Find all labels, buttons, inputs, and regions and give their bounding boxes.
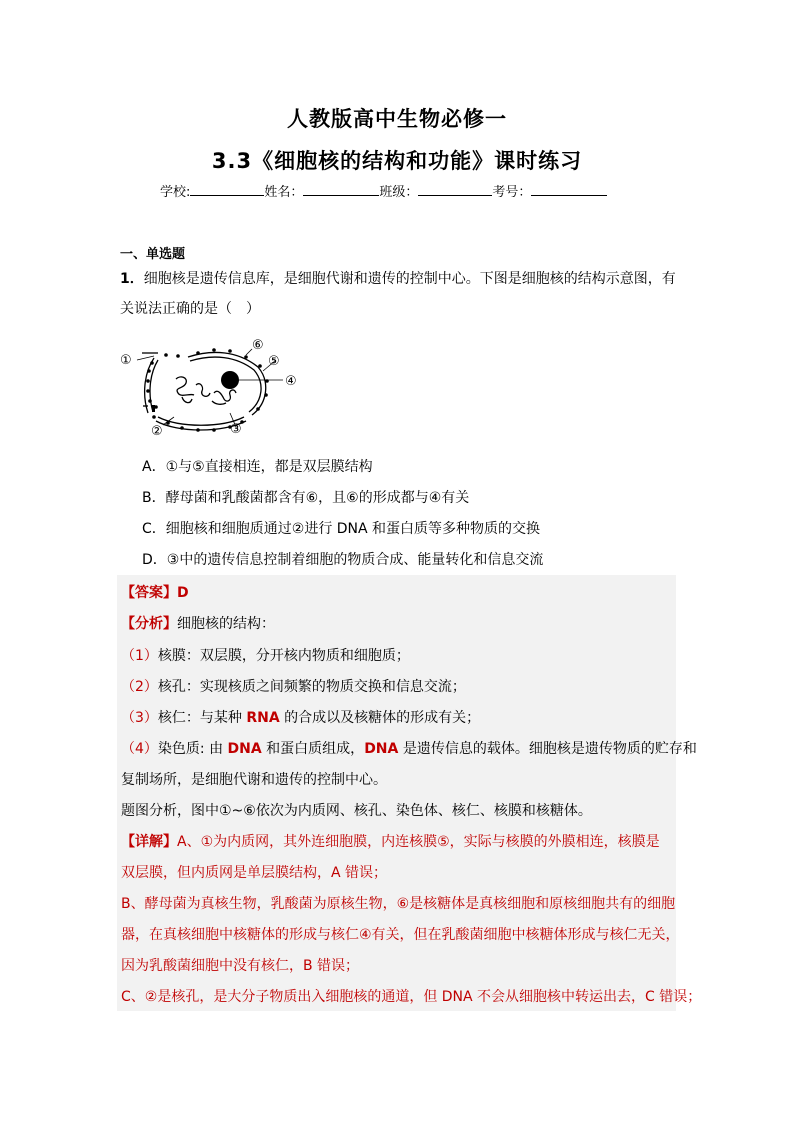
detail-b-line2: 器，在真核细胞中核糖体的形成与核仁④有关，但在乳酸菌细胞中核糖体形成与核仁无关， xyxy=(121,927,680,943)
point-1-text: 核膜：双层膜，分开核内物质和细胞质； xyxy=(157,648,410,664)
option-c-text: 细胞核和细胞质通过②进行 DNA 和蛋白质等多种物质的交换 xyxy=(165,521,541,537)
exam-number-blank[interactable] xyxy=(531,181,607,196)
analysis-intro: 细胞核的结构： xyxy=(177,616,275,632)
figure-label-4: ④ xyxy=(285,374,297,389)
point-4-text-a: 染色质: 由 xyxy=(157,741,228,757)
point-1-num: （1） xyxy=(121,648,158,664)
answer-analysis-panel xyxy=(117,575,676,1011)
point-2 xyxy=(121,676,466,696)
name-blank[interactable] xyxy=(303,181,379,196)
detail-c-line1: C、②是核孔，是大分子物质出入细胞核的通道，但 DNA 不会从细胞核中转运出去，C 错误； xyxy=(121,989,702,1005)
option-c-letter: C． xyxy=(142,521,166,537)
point-4-num: （4） xyxy=(121,741,158,757)
option-c[interactable] xyxy=(142,518,540,538)
point-1 xyxy=(121,645,410,665)
name-label: 姓名： xyxy=(264,185,304,200)
detail-a-line2: 双层膜，但内质网是单层膜结构，A 错误； xyxy=(121,865,388,881)
detail-a-text1: A、①为内质网，其外连细胞膜，内连核膜⑤，实际与核膜的外膜相连，核膜是 xyxy=(177,834,660,850)
exam-number-label: 考号： xyxy=(492,185,532,200)
document-title: 人教版高中生物必修一 xyxy=(287,107,507,131)
question-stem-line2: 关说法正确的是（ ） xyxy=(120,301,260,317)
nucleus-diagram xyxy=(118,333,308,441)
point-3-text-a: 核仁：与某种 xyxy=(157,710,247,726)
class-label: 班级： xyxy=(379,185,419,200)
school-label: 学校: xyxy=(160,185,191,200)
point-2-text: 核孔：实现核质之间频繁的物质交换和信息交流； xyxy=(157,679,466,695)
option-d-letter: D． xyxy=(142,552,167,568)
detail-a-line1 xyxy=(121,831,660,851)
point-3 xyxy=(121,707,480,727)
point-2-num: （2） xyxy=(121,679,158,695)
detail-b-line1: B、酵母菌为真核生物，乳酸菌为原核生物，⑥是核糖体是真核细胞和原核细胞共有的细胞 xyxy=(121,896,676,912)
point-4-cont: 复制场所，是细胞代谢和遗传的控制中心。 xyxy=(121,772,387,788)
figure-label-3: ③ xyxy=(230,422,242,437)
answer-line xyxy=(121,582,189,602)
student-info-line xyxy=(160,181,640,200)
class-blank[interactable] xyxy=(418,181,492,196)
option-a-text: ①与⑤直接相连，都是双层膜结构 xyxy=(165,459,373,475)
option-d[interactable] xyxy=(142,549,543,569)
question-number: 1． xyxy=(120,271,144,287)
point-4 xyxy=(121,738,697,758)
analysis-tag: 【分析】 xyxy=(121,616,177,632)
figure-label-5: ⑤ xyxy=(268,354,280,369)
point-3-num: （3） xyxy=(121,710,158,726)
answer-tag: 【答案】 xyxy=(121,585,177,601)
option-b-text: 酵母菌和乳酸菌都含有⑥，且⑥的形成都与④有关 xyxy=(165,490,470,506)
figure-analysis: 题图分析，图中①~⑥依次为内质网、核孔、染色体、核仁、核膜和核糖体。 xyxy=(121,803,592,819)
question-stem-line1: 细胞核是遗传信息库，是细胞代谢和遗传的控制中心。下图是细胞核的结构示意图，有 xyxy=(143,271,676,287)
section-heading: 一、单选题 xyxy=(120,247,186,262)
figure-label-2: ② xyxy=(151,424,163,439)
point-4-text-b: 和蛋白质组成， xyxy=(261,741,365,757)
question-stem xyxy=(120,264,680,324)
figure-label-1: ① xyxy=(120,353,132,368)
analysis-line xyxy=(121,613,275,633)
school-blank[interactable] xyxy=(190,181,264,196)
document-subtitle: 3.3《细胞核的结构和功能》课时练习 xyxy=(211,149,583,173)
option-a[interactable] xyxy=(142,456,373,476)
point-3-text-b: 的合成以及核糖体的形成有关； xyxy=(279,710,481,726)
point-4-text-c: 是遗传信息的载体。细胞核是遗传物质的贮存和 xyxy=(398,741,697,757)
option-b-letter: B． xyxy=(142,490,166,506)
point-4-dna2: DNA xyxy=(364,741,399,757)
figure-label-6: ⑥ xyxy=(252,338,264,353)
point-3-rna: RNA xyxy=(246,710,280,726)
option-b[interactable] xyxy=(142,487,469,507)
option-d-text: ③中的遗传信息控制着细胞的物质合成、能量转化和信息交流 xyxy=(166,552,544,568)
option-a-letter: A． xyxy=(142,459,166,475)
answer-value: D xyxy=(177,585,189,601)
point-4-dna1: DNA xyxy=(227,741,262,757)
detail-b-line3: 因为乳酸菌细胞中没有核仁，B 错误； xyxy=(121,958,360,974)
detail-tag: 【详解】 xyxy=(121,834,177,850)
